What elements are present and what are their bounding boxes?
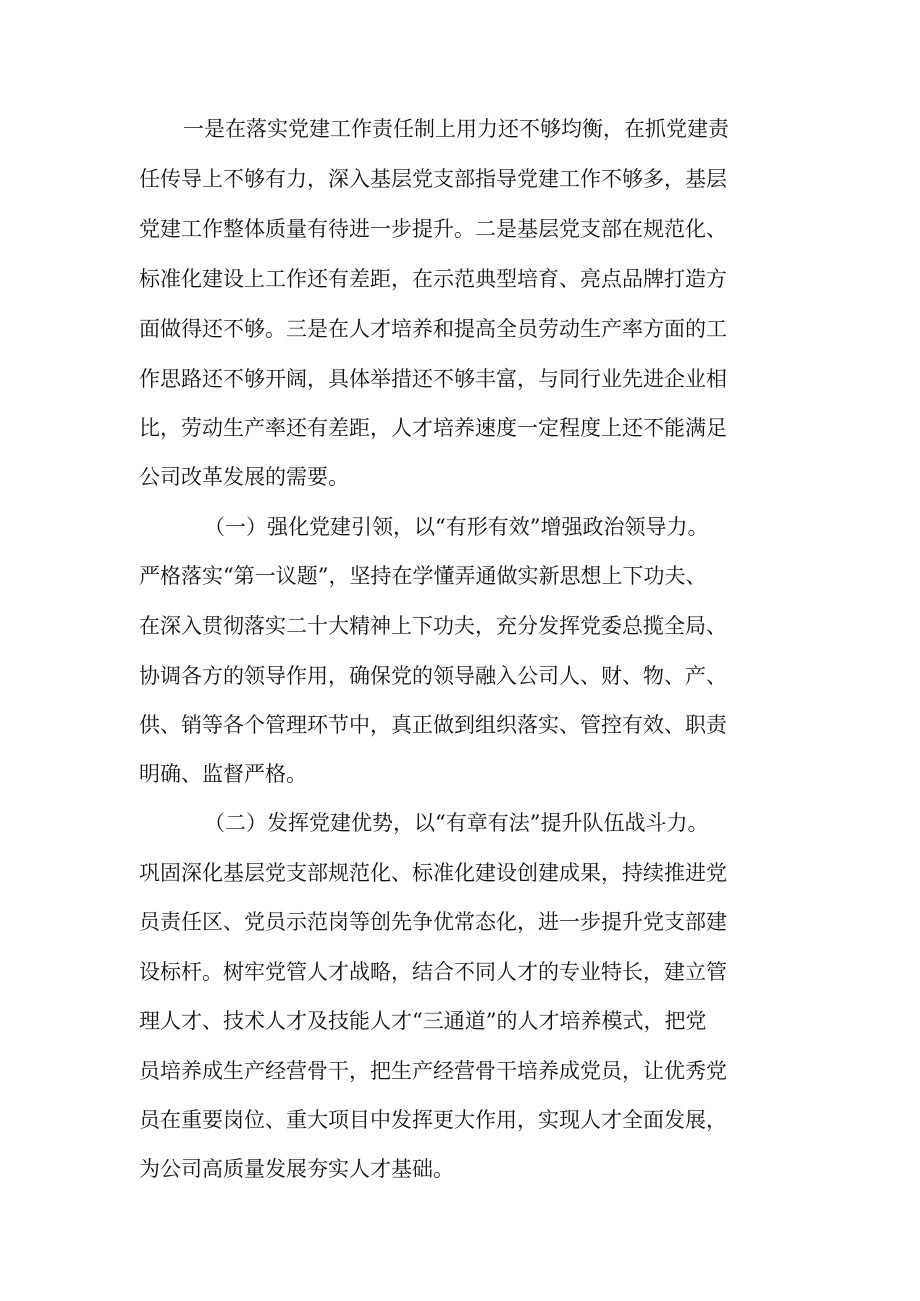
paragraph-3-line-7: 员在重要岗位、重大项目中发挥更大作用，实现人才全面发展， [139, 1108, 727, 1132]
paragraph-1-line-8: 公司改革发展的需要。 [139, 465, 349, 489]
section-heading-1: （一）强化党建引领，以“有形有效”增强政治领导力。 [204, 515, 709, 539]
paragraph-2-line-6: 明确、监督严格。 [139, 762, 307, 786]
paragraph-1-line-7: 比，劳动生产率还有差距，人才培养速度一定程度上还不能满足 [139, 416, 727, 440]
paragraph-3-line-2: 巩固深化基层党支部规范化、标准化建设创建成果，持续推进党 [139, 861, 727, 885]
paragraph-1-line-1: 一是在落实党建工作责任制上用力还不够均衡，在抓党建责 [183, 117, 729, 141]
paragraph-3-line-5: 理人才、技术人才及技能人才“三通道”的人才培养模式，把党 [139, 1009, 707, 1033]
paragraph-2-line-3: 在深入贯彻落实二十大精神上下功夫，充分发挥党委总揽全局、 [139, 614, 727, 638]
paragraph-3-line-3: 员责任区、党员示范岗等创先争优常态化，进一步提升党支部建 [139, 910, 727, 934]
paragraph-3-line-6: 员培养成生产经营骨干，把生产经营骨干培养成党员，让优秀党 [139, 1059, 727, 1083]
paragraph-1-line-6: 作思路还不够开阔，具体举措还不够丰富，与同行业先进企业相 [139, 367, 727, 391]
paragraph-3-line-8: 为公司高质量发展夯实人才基础。 [139, 1157, 454, 1181]
paragraph-2-line-4: 协调各方的领导作用，确保党的领导融入公司人、财、物、产、 [139, 664, 727, 688]
paragraph-1-line-2: 任传导上不够有力，深入基层党支部指导党建工作不够多，基层 [139, 167, 727, 191]
paragraph-1-line-3: 党建工作整体质量有待进一步提升。二是基层党支部在规范化、 [139, 217, 727, 241]
paragraph-3-line-4: 设标杆。树牢党管人才战略，结合不同人才的专业特长，建立管 [139, 960, 727, 984]
paragraph-1-line-5: 面做得还不够。三是在人才培养和提高全员劳动生产率方面的工 [139, 317, 727, 341]
section-heading-2: （二）发挥党建优势，以“有章有法”提升队伍战斗力。 [204, 811, 709, 835]
paragraph-1-line-4: 标准化建设上工作还有差距，在示范典型培育、亮点品牌打造方 [139, 267, 727, 291]
paragraph-2-line-2: 严格落实“第一议题”，坚持在学懂弄通做实新思想上下功夫、 [139, 564, 707, 588]
paragraph-2-line-5: 供、销等各个管理环节中，真正做到组织落实、管控有效、职责 [139, 713, 727, 737]
